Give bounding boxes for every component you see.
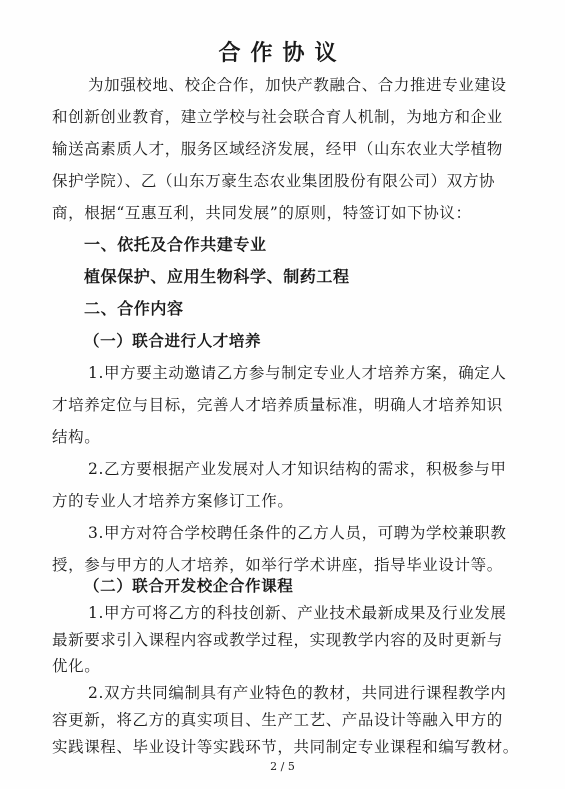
intro-line-4: 保护学院）、乙（山东万豪生态农业集团股份有限公司）双方协: [52, 172, 496, 190]
page-number: 2 / 5: [270, 760, 295, 773]
sub2-item1-line3: 优化。: [52, 657, 101, 675]
sub1-item1-line1: 1.甲方要主动邀请乙方参与制定专业人才培养方案，确定人: [88, 364, 507, 382]
section-1-content: 植保保护、应用生物科学、制药工程: [84, 267, 350, 286]
sub2-item2-line2: 容更新，将乙方的真实项目、生产工艺、产品设计等融入甲方的: [52, 711, 503, 729]
section-heading-1: 一、依托及合作共建专业: [84, 235, 267, 254]
intro-line-3: 输送高素质人才，服务区域经济发展，经甲（山东农业大学植物: [52, 140, 503, 158]
sub2-item2-line3: 实践课程、毕业设计等实践环节，共同制定专业课程和编写教材。: [52, 738, 519, 756]
intro-line-5: 商，根据“互惠互利，共同发展”的原则，特签订如下协议：: [52, 204, 472, 222]
sub2-item2-line1: 2.双方共同编制具有产业特色的教材，共同进行课程教学内: [88, 684, 507, 702]
sub1-item3-line1: 3.甲方对符合学校聘任条件的乙方人员，可聘为学校兼职教: [88, 524, 507, 542]
sub2-item1-line2: 最新要求引入课程内容或教学过程，实现教学内容的及时更新与: [52, 631, 503, 649]
subsection-heading-1: （一）联合进行人才培养: [84, 331, 262, 350]
sub1-item1-line2: 才培养定位与目标，完善人才培养质量标准，明确人才培养知识: [52, 396, 503, 414]
document-title: 合作协议: [218, 40, 347, 66]
intro-line-2: 和创新创业教育，建立学校与社会联合育人机制，为地方和企业: [52, 108, 503, 126]
subsection-heading-2: （二）联合开发校企合作课程: [84, 576, 294, 595]
section-heading-2: 二、合作内容: [84, 299, 184, 318]
intro-line-1: 为加强校地、校企合作，加快产教融合、合力推进专业建设: [88, 76, 507, 94]
sub1-item1-line3: 结构。: [52, 428, 101, 446]
sub2-item1-line1: 1.甲方可将乙方的科技创新、产业技术最新成果及行业发展: [88, 604, 507, 622]
sub1-item2-line2: 方的专业人才培养方案修订工作。: [52, 492, 294, 510]
sub1-item2-line1: 2.乙方要根据产业发展对人才知识结构的需求，积极参与甲: [88, 460, 507, 478]
sub1-item3-line2: 授，参与甲方的人才培养，如举行学术讲座，指导毕业设计等。: [52, 556, 503, 574]
